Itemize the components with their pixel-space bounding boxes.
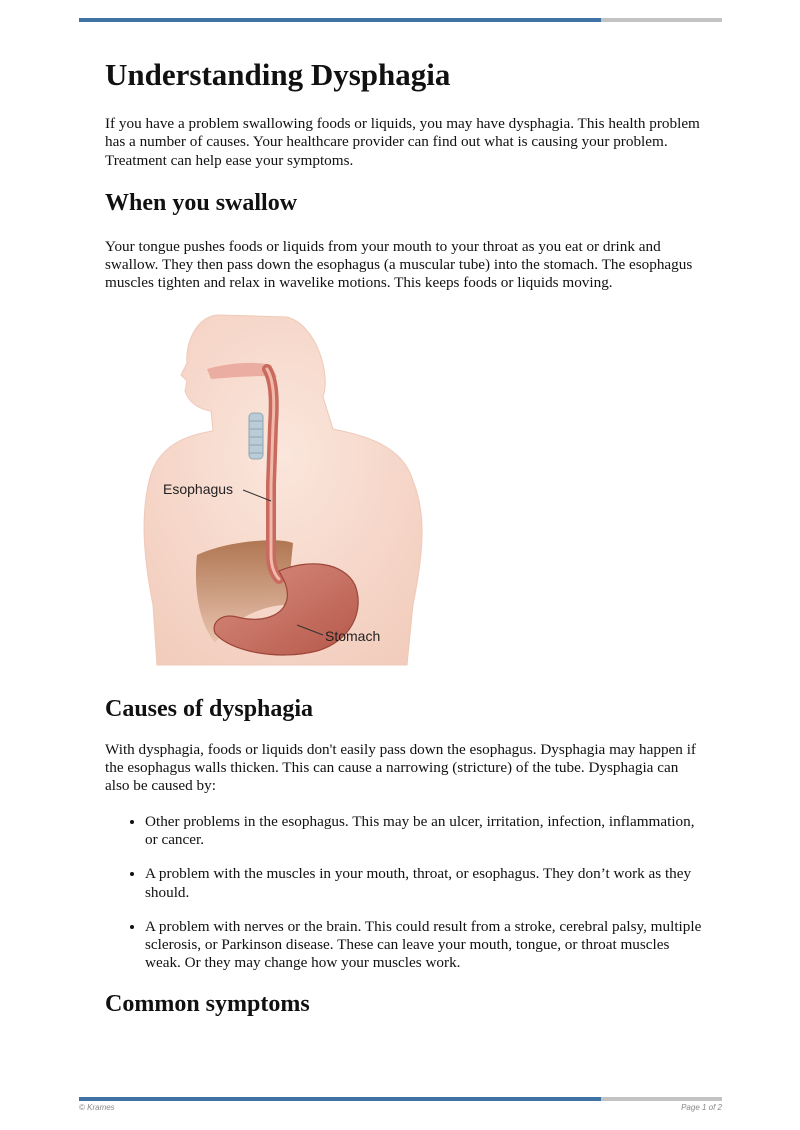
list-item: • A problem with nerves or the brain. This could result from a stroke, cerebral palsy, multiple sclerosis, or Parkinson disease. These can leave your mouth, tongue, or throat muscles weak. Or they may change how your muscles work.	[145, 918, 705, 973]
heading-common-symptoms: Common symptoms	[105, 990, 310, 1017]
label-esophagus: Esophagus	[163, 480, 234, 497]
header-rule	[79, 18, 722, 22]
intro-paragraph: If you have a problem swallowing foods or liquids, you may have dysphagia. This health problem has a number of causes. Your healthcare provider can find out what is causing your problem. Treatment can help ease your symptoms.	[105, 115, 700, 169]
esophagus-diagram	[137, 305, 437, 677]
footer-rule-grey	[601, 1097, 722, 1101]
header-rule-grey	[601, 18, 722, 22]
trachea	[249, 413, 263, 459]
footer-rule	[79, 1097, 722, 1101]
footer-copyright: © Krames	[79, 1103, 115, 1112]
page-title: Understanding Dysphagia	[105, 57, 451, 92]
list-item: • A problem with the muscles in your mouth, throat, or esophagus. They don’t work as they should.	[145, 865, 705, 902]
footer-meta	[79, 1103, 722, 1112]
page-footer	[79, 1097, 722, 1112]
list-item: • Other problems in the esophagus. This may be an ulcer, irritation, infection, inflammation, or cancer.	[145, 813, 705, 850]
label-stomach: Stomach	[325, 627, 381, 644]
heading-when-you-swallow: When you swallow	[105, 189, 298, 216]
footer-rule-blue	[79, 1097, 601, 1101]
paragraph-causes: With dysphagia, foods or liquids don't easily pass down the esophagus. Dysphagia may happen if the esophagus walls thicken. This can cause a narrowing (stricture) of the tube. Dysphagia can also be caused by:	[105, 740, 696, 795]
footer-page-number: Page 1 of 2	[681, 1103, 722, 1112]
header-rule-blue	[79, 18, 601, 22]
paragraph-when-you-swallow: Your tongue pushes foods or liquids from your mouth to your throat as you eat or drink and swallow. They then pass down the esophagus (a muscular tube) into the stomach. The esophagus muscles tighten and relax in wavelike motions. This keeps foods or liquids moving.	[105, 237, 693, 292]
esophagus-illustration	[137, 305, 437, 677]
heading-causes-of-dysphagia: Causes of dysphagia	[105, 695, 314, 722]
document-body	[105, 56, 705, 1019]
causes-list	[105, 813, 705, 973]
